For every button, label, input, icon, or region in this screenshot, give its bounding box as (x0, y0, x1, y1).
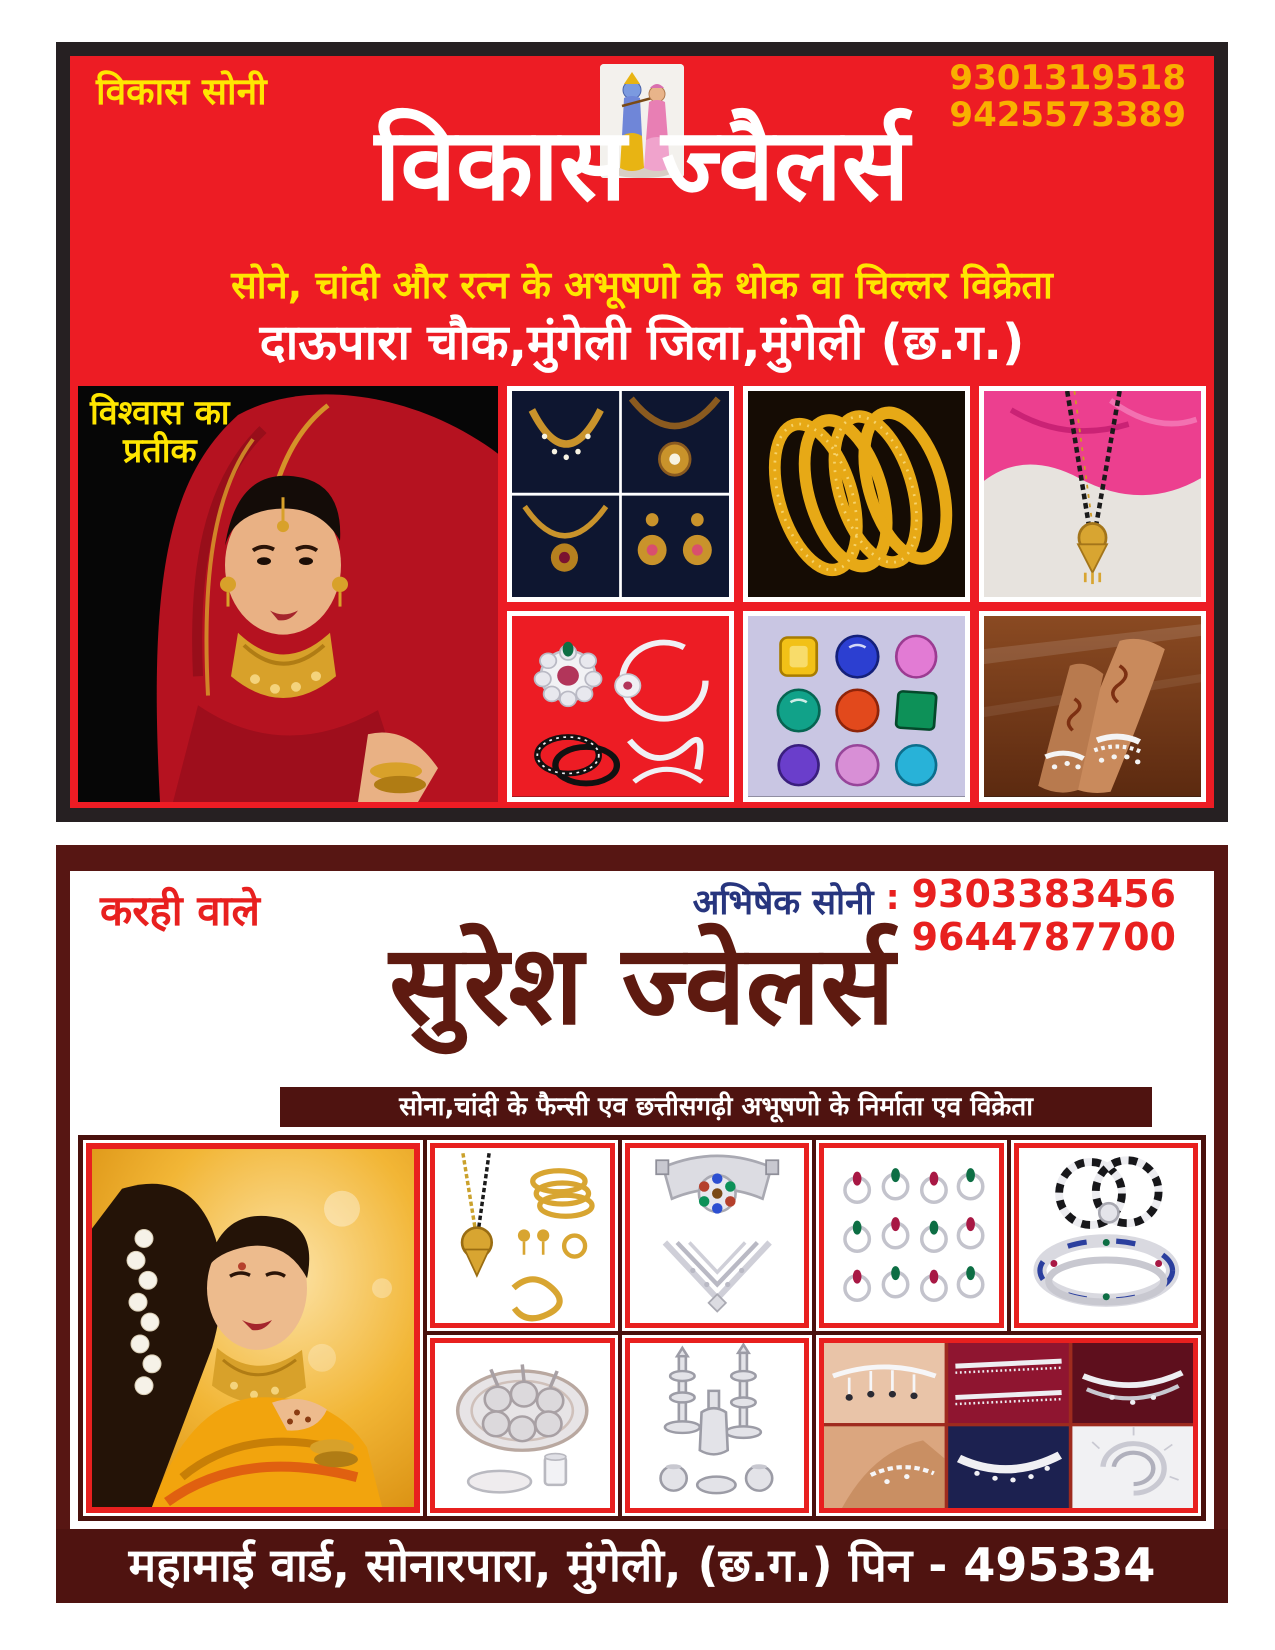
jewellery-photo-panel (78, 1135, 1206, 1521)
services-band: सोना,चांदी के फैन्सी एव छत्तीसगढ़ी अभूषणो के निर्माता एव विक्रेता (280, 1087, 1152, 1127)
jewellery-photo-grid (507, 386, 1206, 802)
vikas-jewellers-ad (56, 42, 1228, 822)
karahi-tagline: करही वाले (100, 886, 260, 935)
contact-name: अभिषेक सोनी (692, 883, 874, 923)
shop-title: सुरेश ज्वेलर्स (389, 921, 895, 1049)
owner-name: विकास सोनी (96, 70, 267, 113)
bride-photo (86, 1143, 420, 1513)
services-line: सोने, चांदी और रत्न के अभूषणो के थोक वा चिल्लर विक्रेता (231, 263, 1053, 307)
bride-photo (78, 386, 498, 802)
jewellery-photo-strip (78, 386, 1206, 802)
silver-anklets-feet-photo (979, 611, 1206, 802)
silver-rings-set-photo (819, 1143, 1004, 1328)
gold-necklace-collage-photo (507, 386, 734, 602)
contact-separator: : (885, 878, 900, 918)
gold-jewellery-set-photo (430, 1143, 615, 1328)
phone-number: 9301319518 (949, 58, 1186, 98)
jewellery-photo-grid (430, 1143, 1198, 1513)
silver-pooja-thali-photo (430, 1338, 615, 1513)
silver-bracelet-necklace-photo (625, 1143, 810, 1328)
phone-number: 9425573389 (949, 95, 1186, 136)
suresh-jewellers-ad (56, 845, 1228, 1603)
shop-title: विकास ज्वैलर्स (374, 106, 910, 223)
phone-number: 9303383456 (911, 872, 1176, 916)
gold-bangles-photo (743, 386, 970, 602)
address-bar: महामाई वार्ड, सोनारपारा, मुंगेली, (छ.ग.) पिन - 495334 (56, 1529, 1228, 1603)
trust-tagline-line2: प्रतीक (122, 431, 197, 472)
mangalsutra-photo (979, 386, 1206, 602)
silver-pooja-items-photo (625, 1338, 810, 1513)
silver-anklets-collage-photo (819, 1338, 1198, 1513)
trust-tagline (90, 394, 230, 470)
silver-rings-photo (507, 611, 734, 802)
address-line: दाऊपारा चौक,मुंगेली जिला,मुंगेली (छ.ग.) (259, 314, 1025, 371)
phone-number: 9644787700 (911, 914, 1176, 959)
silver-kada-bangles-photo (1014, 1143, 1199, 1328)
trust-tagline-line1: विश्वास का (90, 393, 230, 433)
gemstones-photo (743, 611, 970, 802)
